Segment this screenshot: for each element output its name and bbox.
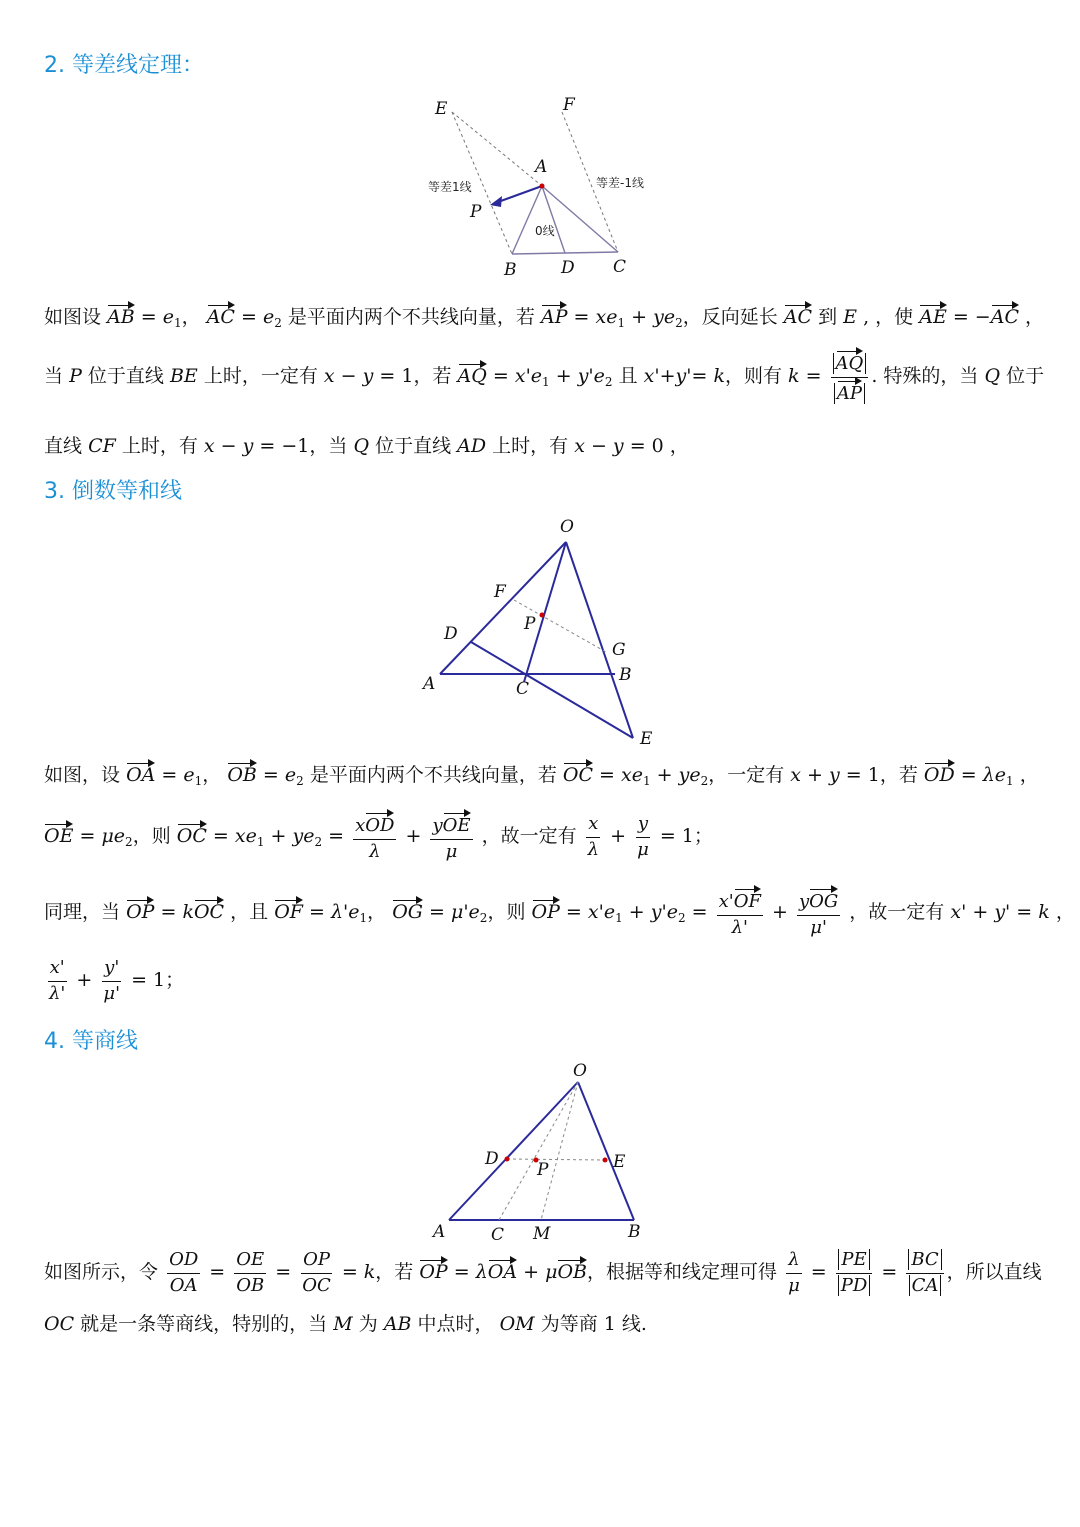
label-f: F — [494, 582, 506, 602]
point-e-dot — [603, 1158, 608, 1163]
point-a-dot — [540, 184, 545, 189]
label-e: E — [640, 729, 653, 749]
label-p: P — [537, 1160, 549, 1180]
s3-line-4: $\frac{x'}{\lambda'}$ + $\frac{y'}{\mu'}$ = 1； — [49, 957, 185, 1004]
label-c: C — [491, 1225, 505, 1245]
label-b: B — [628, 1222, 641, 1242]
label-d: D — [444, 624, 458, 644]
segment-ob — [578, 1082, 634, 1220]
label-e: E — [435, 99, 448, 119]
label-diff-1-line: 等差1线 — [428, 180, 472, 194]
segment-oa — [449, 1082, 578, 1220]
label-o: O — [573, 1061, 587, 1081]
label-a: A — [423, 674, 436, 694]
section-heading-4: 4. 等商线 — [44, 1029, 138, 1054]
s3-line-2: OE = $\mu e_2$，则 OC = $xe_1 + ye_2$ = $\frac{\text{xOD}}{\lambda}$ + $\frac{\text{yOE}}{\mu}$ ，故一定有 $\frac{x}{\lambda}$ + $\frac{y}{\mu}$ = 1； — [44, 813, 713, 862]
section-heading-2: 2. 等差线定理： — [44, 53, 204, 78]
label-b: B — [619, 665, 632, 685]
vector-ap-arrowhead — [490, 196, 502, 207]
s2-line-2: 当 P 位于直线 BE 上时，一定有 x − y = 1，若 AQ = $x'e_1 + y'e_2$ 且 x'+y'= k，则有 k = $\frac{AQ}{AP}$ . 特殊的，当 Q 位于 — [44, 350, 1044, 404]
label-d: D — [561, 258, 575, 278]
s4-line-2: OC 就是一条等商线，特别的，当 M 为 AB 中点时， OM 为等商 1 线. — [44, 1313, 647, 1335]
label-e: E — [613, 1152, 626, 1172]
label-p: P — [470, 202, 482, 222]
line-ea — [452, 112, 542, 186]
figure-equal-quotient-lines — [425, 1056, 650, 1246]
s3-line-1: 如图，设 OA = $e_1$， OB = $e_2$ 是平面内两个不共线向量，若 OC = $xe_1 + ye_2$，一定有 x + y = 1，若 OD = $\lambda e_1$ ， — [44, 764, 1039, 788]
label-a: A — [535, 157, 548, 177]
label-diff-neg1-line: 等差-1线 — [596, 176, 644, 190]
label-c: C — [613, 257, 627, 277]
label-p: P — [524, 614, 536, 634]
figure-reciprocal-sum-lines — [418, 512, 668, 752]
s2-line-1: 如图设 AB = $e_1$， AC = $e_2$ 是平面内两个不共线向量，若 AP = $xe_1 + ye_2$，反向延长 AC 到 E , ，使 AE = −AC ， — [44, 306, 1045, 330]
label-c: C — [516, 679, 530, 699]
label-m: M — [533, 1224, 551, 1244]
label-f: F — [563, 95, 575, 115]
segment-de — [471, 642, 633, 738]
line-oc — [499, 1082, 578, 1220]
label-zero-line: 0线 — [535, 224, 555, 238]
label-o: O — [560, 517, 574, 537]
s2-line-3: 直线 CF 上时，有 x − y = −1，当 Q 位于直线 AD 上时，有 x − y = 0 ， — [44, 435, 689, 457]
s4-line-1: 如图所示，令 $\frac{OD}{OA}$ = $\frac{OE}{OB}$ = $\frac{OP}{OC}$ = k，若 OP = λOA + μOB，根据等和线定理可得 $\frac{\lambda}{\mu}$ = $\frac{PE}{PD}$ = $\frac{BC}{CA}$ ，所以直线 — [44, 1249, 1042, 1296]
point-p-dot — [540, 613, 545, 618]
label-g: G — [612, 640, 626, 660]
s3-line-3: 同理，当 OP = kOC ，且 OF = $\lambda'e_1$， OG = $\mu'e_2$，则 OP = $x'e_1 + y'e_2$ = $\frac{x'OF}{\lambda'}$ + $\frac{\text{yOG}}{\mu'}$ ，故一定有 x' + y' = k ， — [44, 888, 1075, 938]
point-d-dot — [505, 1157, 510, 1162]
figure-equal-difference-lines — [420, 92, 670, 282]
label-d: D — [485, 1149, 499, 1169]
label-b: B — [504, 260, 517, 280]
line-de — [507, 1159, 605, 1160]
label-a: A — [433, 1222, 446, 1242]
section-heading-3: 3. 倒数等和线 — [44, 479, 182, 504]
